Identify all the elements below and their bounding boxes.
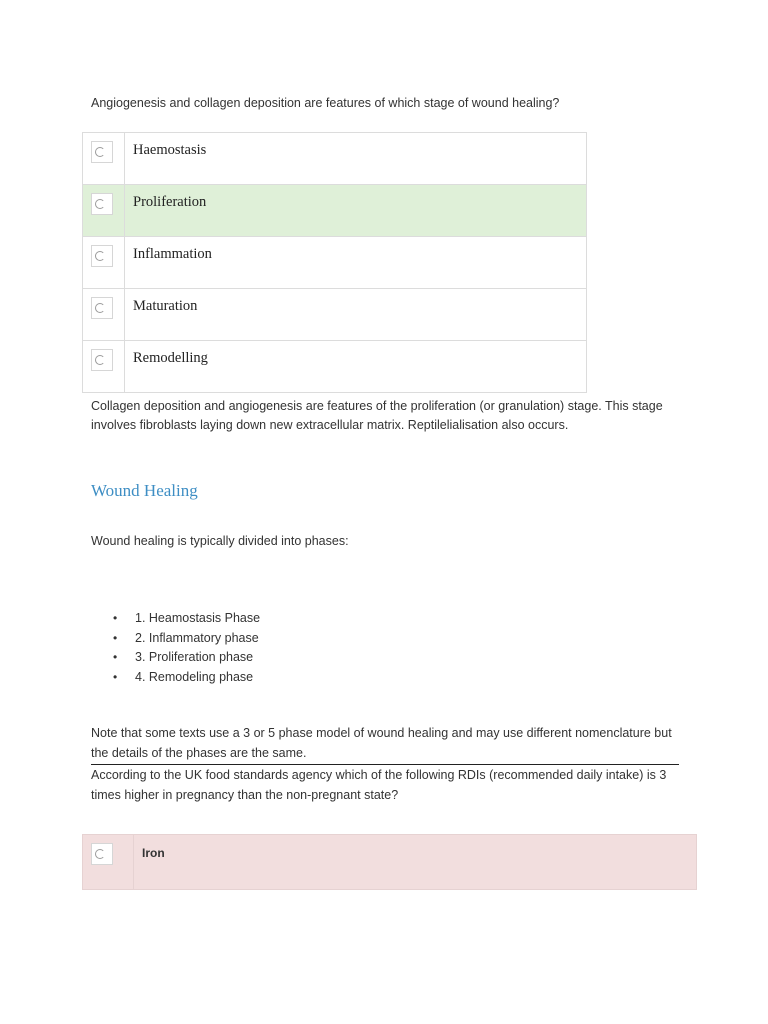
phase-model-note: Note that some texts use a 3 or 5 phase model of wound healing and may use different nomenclature but the details of the phases are the same. xyxy=(91,724,679,765)
section-intro: Wound healing is typically divided into phases: xyxy=(91,534,349,548)
option-label[interactable]: Remodelling xyxy=(125,341,587,393)
radio-button-icon xyxy=(95,147,105,157)
bullet-icon: • xyxy=(113,650,118,664)
option-label[interactable]: Maturation xyxy=(125,289,587,341)
question-1-options xyxy=(82,132,587,393)
list-item xyxy=(113,648,260,668)
bullet-icon: • xyxy=(113,611,118,625)
option-label[interactable]: Iron xyxy=(134,835,697,890)
radio-button[interactable] xyxy=(91,297,113,319)
list-item xyxy=(113,668,260,688)
radio-button[interactable] xyxy=(91,193,113,215)
radio-button-icon xyxy=(95,303,105,313)
option-inflammation[interactable] xyxy=(83,237,587,289)
option-label[interactable]: Haemostasis xyxy=(125,133,587,185)
question-1-text: Angiogenesis and collagen deposition are features of which stage of wound healing? xyxy=(91,96,560,110)
option-proliferation[interactable] xyxy=(83,185,587,237)
option-label[interactable]: Proliferation xyxy=(125,185,587,237)
radio-button[interactable] xyxy=(91,349,113,371)
list-item xyxy=(113,629,260,649)
radio-cell[interactable] xyxy=(83,289,125,341)
phases-list xyxy=(113,609,261,687)
phase-label: 2. Inflammatory phase xyxy=(135,630,259,645)
radio-cell[interactable] xyxy=(83,341,125,393)
question-2-text: According to the UK food standards agency which of the following RDIs (recommended daily intake) is 3 times higher in pregnancy than the non-pregnant state? xyxy=(91,768,667,802)
section-heading: Wound Healing xyxy=(91,481,198,500)
option-maturation[interactable] xyxy=(83,289,587,341)
radio-button-icon xyxy=(95,251,105,261)
phase-label: 4. Remodeling phase xyxy=(135,669,254,684)
phase-label: 3. Proliferation phase xyxy=(135,650,254,664)
option-remodelling[interactable] xyxy=(83,341,587,393)
radio-cell[interactable] xyxy=(83,835,134,890)
radio-cell[interactable] xyxy=(83,237,125,289)
radio-button-icon xyxy=(95,849,105,859)
radio-button[interactable] xyxy=(91,843,113,865)
radio-button[interactable] xyxy=(91,245,113,267)
bullet-icon: • xyxy=(113,669,118,684)
radio-button-icon xyxy=(95,355,105,365)
option-haemostasis[interactable] xyxy=(83,133,587,185)
phase-label: 1. Heamostasis Phase xyxy=(135,611,261,625)
option-label[interactable]: Inflammation xyxy=(125,237,587,289)
radio-button-icon xyxy=(95,199,105,209)
radio-button[interactable] xyxy=(91,141,113,163)
bullet-icon: • xyxy=(113,630,118,645)
radio-cell[interactable] xyxy=(83,133,125,185)
option-iron[interactable] xyxy=(83,835,697,890)
answer-explanation: Collagen deposition and angiogenesis are features of the proliferation (or granulation) stage. This stage involves fibroblasts laying down new extracellular matrix. Reptilelialisation also occurs. xyxy=(91,399,663,432)
question-2-options xyxy=(82,834,697,890)
list-item xyxy=(113,609,261,629)
radio-cell[interactable] xyxy=(83,185,125,237)
